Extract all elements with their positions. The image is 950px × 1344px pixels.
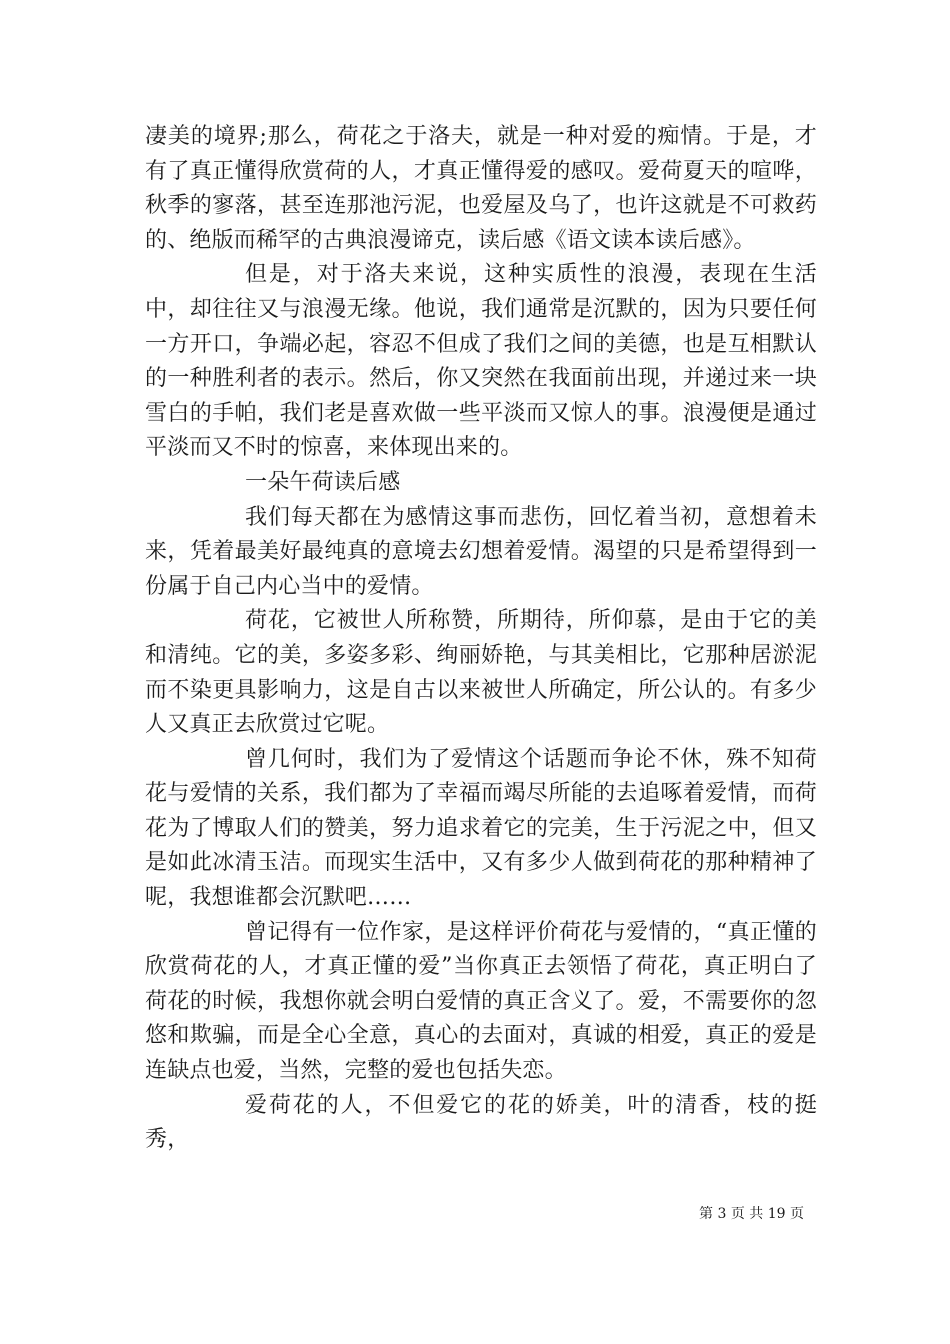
paragraph-5: 曾几何时，我们为了爱情这个话题而争论不休，殊不知荷花与爱情的关系，我们都为了幸福而竭尽所能的去追啄着爱情，而荷花为了博取人们的赞美，努力追求着它的完美，生于污泥之中，但又是如此冰清玉洁。而现实生活中，又有多少人做到荷花的那种精神了呢，我想谁都会沉默吧…… xyxy=(145,746,817,911)
paragraph-4: 荷花，它被世人所称赞，所期待，所仰慕，是由于它的美和清纯。它的美，多姿多彩、绚丽娇艳，与其美相比，它那种居淤泥而不染更具影响力，这是自古以来被世人所确定，所公认的。有多少人又真正去欣赏过它呢。 xyxy=(145,608,817,738)
paragraph-3: 我们每天都在为感情这事而悲伤，回忆着当初，意想着未来，凭着最美好最纯真的意境去幻想着爱情。渴望的只是希望得到一份属于自己内心当中的爱情。 xyxy=(145,504,817,599)
section-heading: 一朵午荷读后感 xyxy=(245,469,401,495)
page-number-footer: 第 3 页 共 19 页 xyxy=(699,1206,804,1222)
paragraph-7: 爱荷花的人，不但爱它的花的娇美，叶的清香，枝的挺秀， xyxy=(145,1092,817,1153)
paragraph-6: 曾记得有一位作家，是这样评价荷花与爱情的，“真正懂的欣赏荷花的人，才真正懂的爱”当你真正去领悟了荷花，真正明白了荷花的时候，我想你就会明白爱情的真正含义了。爱，不需要你的忽悠和欺骗，而是全心全意，真心的去面对，真诚的相爱，真正的爱是连缺点也爱，当然，完整的爱也包括失恋。 xyxy=(145,919,817,1084)
document-body xyxy=(145,120,817,1158)
paragraph-2: 但是，对于洛夫来说，这种实质性的浪漫，表现在生活中，却往往又与浪漫无缘。他说，我们通常是沉默的，因为只要任何一方开口，争端必起，容忍不但成了我们之间的美德，也是互相默认的一种胜利者的表示。然后，你又突然在我面前出现，并递过来一块雪白的手帕，我们老是喜欢做一些平淡而又惊人的事。浪漫便是通过平淡而又不时的惊喜，来体现出来的。 xyxy=(145,262,817,461)
paragraph-1: 凄美的境界;那么，荷花之于洛夫，就是一种对爱的痴情。于是，才有了真正懂得欣赏荷的人，才真正懂得爱的感叹。爱荷夏天的喧哗，秋季的寥落，甚至连那池污泥，也爱屋及乌了，也许这就是不可救药的、绝版而稀罕的古典浪漫谛克，读后感《语文读本读后感》。 xyxy=(145,124,817,253)
